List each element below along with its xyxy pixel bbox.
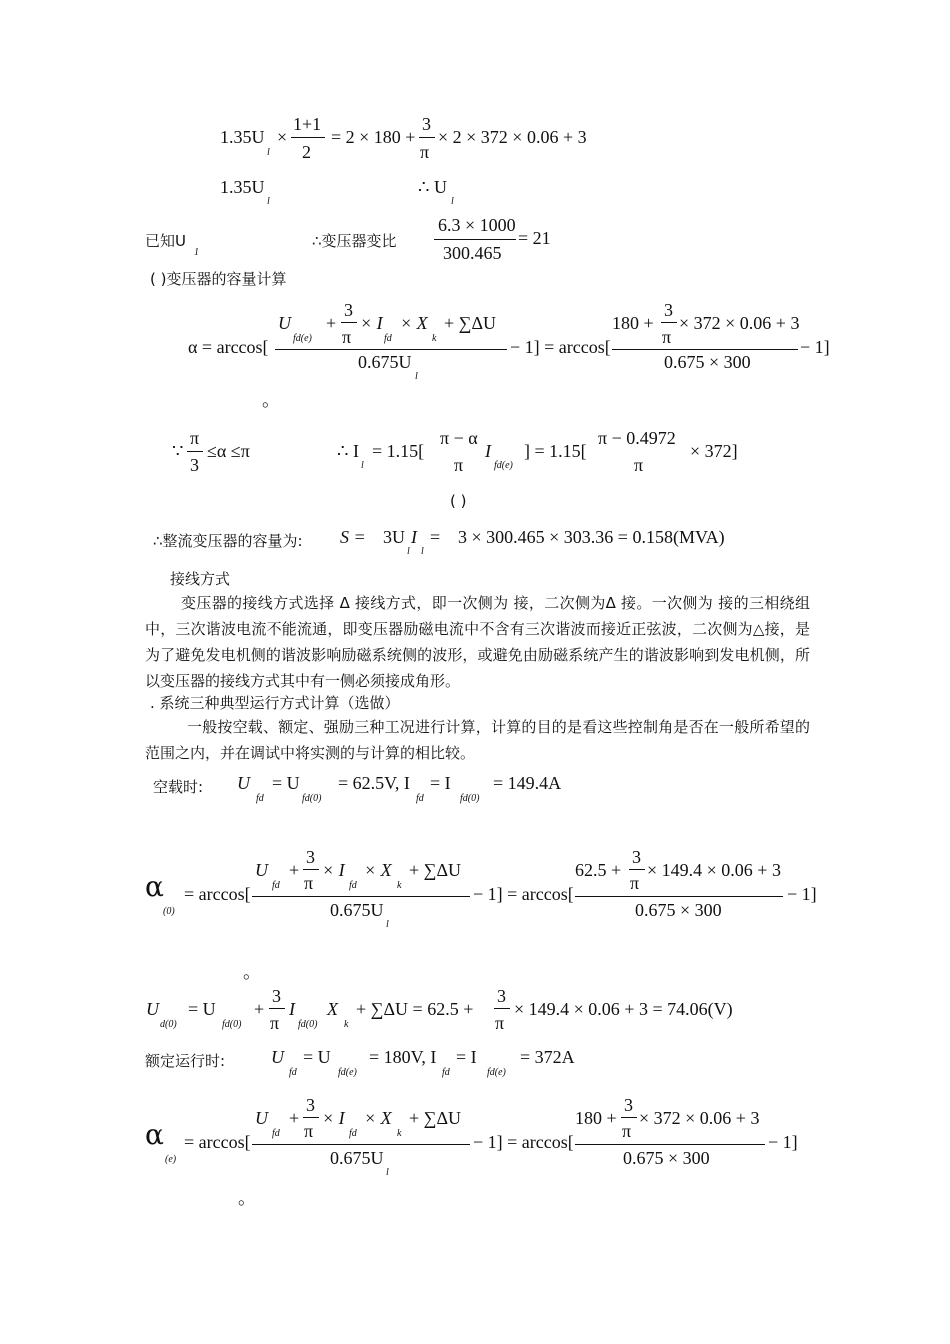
ud0-e: X (327, 999, 338, 1019)
alpha0-num-x: × X (364, 860, 392, 880)
alpha-pi-den: π (342, 327, 352, 347)
capacity-eq: = (430, 527, 441, 547)
range-f2-den: π (634, 455, 644, 475)
alphae-num-sum: + ∑ΔU (409, 1108, 462, 1128)
ratio-result: = 21 (518, 228, 551, 248)
alpha-num-u-sub: fd(e) (293, 333, 312, 344)
alpha-lhs: α = arccos[ (188, 337, 269, 357)
alpha0-den2: 0.675 × 300 (635, 900, 722, 920)
alpha-num2-b: × 372 × 0.06 + 3 (679, 313, 800, 333)
alpha0-symbol-sub: (0) (163, 906, 175, 917)
eq2-therefore-sub: l (451, 196, 454, 207)
eq2-therefore: ∴ U (418, 177, 447, 197)
ud0-c: + (254, 999, 265, 1019)
alphae-symbol-sub: (e) (165, 1154, 177, 1165)
dot-2: 。 (243, 962, 261, 982)
capacity-3u: 3U (383, 527, 405, 547)
noload-c: = 62.5V, I (338, 773, 410, 793)
alpha-pi-bar (341, 322, 357, 323)
known-label: 已知U (145, 232, 186, 250)
eq1-lhs-sub: l (267, 147, 270, 158)
alphae-num2-pi-num: 3 (624, 1095, 633, 1115)
range-f1-i: I (485, 441, 491, 461)
alpha-num-u: U (278, 313, 291, 333)
noload-d-sub: fd(0) (460, 793, 480, 804)
noload-a: U (237, 773, 250, 793)
range-mid: = 1.15[ (372, 441, 425, 461)
alpha0-num-plus: + (289, 860, 300, 880)
noload-b: = U (272, 773, 300, 793)
eq1-pi-num: 3 (422, 114, 431, 134)
rated-b-sub: fd(e) (338, 1067, 357, 1078)
ud0-a: U (146, 999, 159, 1019)
ud0-e-sub: k (344, 1019, 349, 1030)
eq1-times: × (277, 127, 288, 147)
alpha-frac-bar (275, 349, 507, 350)
heading-wiring: 接线方式 (170, 570, 231, 588)
capacity-s: S = (340, 527, 366, 547)
alpha-mid: − 1] = arccos[ (510, 337, 611, 357)
alphae-den2: 0.675 × 300 (623, 1148, 710, 1168)
range-end: × 372] (690, 441, 738, 461)
rated-c-sub: fd (442, 1067, 450, 1078)
noload-e: = 149.4A (493, 773, 562, 793)
eq1-pi-den: π (420, 142, 430, 162)
rated-a-sub: fd (289, 1067, 297, 1078)
capacity-value: 3 × 300.465 × 303.36 = 0.158(MVA) (458, 527, 725, 547)
alpha-den-sub: l (415, 371, 418, 382)
noload-a-sub: fd (256, 793, 264, 804)
alpha-num-i: × I (360, 313, 383, 333)
alpha0-pi-den: π (304, 873, 314, 893)
alpha0-den: 0.675U (330, 900, 384, 920)
alphae-pi-num: 3 (306, 1095, 315, 1115)
eq2-lhs-sub: l (267, 196, 270, 207)
paren-label: ( ) (450, 492, 467, 510)
alpha0-pi-bar (303, 869, 319, 870)
ud0-f: + ∑ΔU = 62.5 + (356, 999, 474, 1019)
known-sub: 1 (194, 247, 199, 258)
alpha-num-x: × X (400, 313, 428, 333)
alphae-den-sub: l (386, 1167, 389, 1178)
rated-d: = I (456, 1047, 477, 1067)
alpha-pi-num: 3 (344, 300, 353, 320)
alphae-num-u-sub: fd (272, 1128, 280, 1139)
alphae-end: − 1] (768, 1132, 798, 1152)
range-frac-den: 3 (190, 455, 199, 475)
range-f1-sub: fd(e) (494, 460, 513, 471)
ud0-pi-num: 3 (272, 986, 281, 1006)
alpha0-frac2-bar (575, 896, 783, 897)
alpha0-symbol: α (145, 870, 164, 903)
alphae-symbol: α (145, 1118, 164, 1151)
ratio-label: ∴变压器变比 (312, 232, 397, 250)
range-frac-bar (187, 451, 203, 452)
alpha-num2-pi-num: 3 (664, 300, 673, 320)
because-symbol: ∵ (172, 441, 184, 461)
ud0-b-sub: fd(0) (222, 1019, 242, 1030)
range-f2-num: π − 0.4972 (598, 428, 676, 448)
alpha-end: − 1] (800, 337, 830, 357)
alphae-frac2-bar (575, 1144, 765, 1145)
alpha0-num2-pi-den: π (630, 873, 640, 893)
eq1-pi-bar (419, 137, 435, 138)
alpha0-end: − 1] (787, 884, 817, 904)
rated-e: = 372A (520, 1047, 575, 1067)
rated-b: = U (303, 1047, 331, 1067)
alpha-frac2-bar (612, 349, 798, 350)
eq2-lhs: 1.35U (220, 177, 265, 197)
capacity-i: I (411, 527, 417, 547)
alphae-num-u: U (255, 1108, 268, 1128)
eq1-frac-num: 1+1 (293, 114, 322, 134)
alphae-num-plus: + (289, 1108, 300, 1128)
rated-d-sub: fd(e) (487, 1067, 506, 1078)
noload-label: 空载时: (153, 778, 204, 796)
capacity-label: ∴整流变压器的容量为: (153, 532, 303, 550)
ratio-num: 6.3 × 1000 (438, 215, 516, 235)
alpha0-den-sub: l (386, 919, 389, 930)
alphae-num2-pi-bar (621, 1117, 637, 1118)
ud0-pi2-num: 3 (497, 986, 506, 1006)
eq1-frac-bar (291, 137, 325, 138)
heading-three-modes: . 系统三种典型运行方式计算（选做） (150, 694, 400, 712)
ud0-g: × 149.4 × 0.06 + 3 = 74.06(V) (514, 999, 733, 1019)
ud0-pi-den: π (270, 1013, 280, 1033)
ratio-den: 300.465 (443, 243, 502, 263)
alpha0-num-u-sub: fd (272, 880, 280, 891)
eq1-lhs: 1.35U (220, 127, 265, 147)
alphae-num2-b: × 372 × 0.06 + 3 (639, 1108, 760, 1128)
alpha-den: 0.675U (358, 352, 412, 372)
ud0-d-sub: fd(0) (298, 1019, 318, 1030)
dot-1: 。 (262, 390, 280, 410)
therefore-i: ∴ I (337, 441, 359, 461)
alphae-num2-a: 180 + (575, 1108, 617, 1128)
alphae-den: 0.675U (330, 1148, 384, 1168)
noload-d: = I (430, 773, 451, 793)
alpha0-lhs: = arccos[ (184, 884, 251, 904)
alpha0-num-i-sub: fd (349, 880, 357, 891)
alpha-num-x-sub: k (432, 333, 437, 344)
ratio-bar (434, 239, 516, 240)
rated-label: 额定运行时: (145, 1052, 226, 1070)
alphae-num-x-sub: k (397, 1128, 402, 1139)
alpha0-num2-b: × 149.4 × 0.06 + 3 (647, 860, 781, 880)
alpha-num2-pi-den: π (662, 327, 672, 347)
ud0-b: = U (188, 999, 216, 1019)
therefore-i-sub: l (361, 460, 364, 471)
alpha0-num-sum: + ∑ΔU (409, 860, 462, 880)
ud0-pi-bar (269, 1008, 285, 1009)
alphae-pi-den: π (304, 1121, 314, 1141)
alphae-num-x: × X (364, 1108, 392, 1128)
alphae-lhs: = arccos[ (184, 1132, 251, 1152)
ud0-d: I (289, 999, 295, 1019)
eq1-mid: = 2 × 180 + (331, 127, 416, 147)
ud0-a-sub: d(0) (160, 1019, 177, 1030)
alphae-pi-bar (303, 1117, 319, 1118)
eq1-frac-den: 2 (302, 142, 311, 162)
rated-a: U (271, 1047, 284, 1067)
alpha-num2-pi-bar (661, 322, 677, 323)
capacity-3u-sub: l (407, 546, 410, 557)
alphae-num-i: × I (322, 1108, 345, 1128)
alpha-num2-a: 180 + (612, 313, 654, 333)
range-f1-num: π − α (440, 428, 478, 448)
range-rest: ≤α ≤π (207, 441, 250, 461)
alphae-num-i-sub: fd (349, 1128, 357, 1139)
alphae-mid: − 1] = arccos[ (473, 1132, 574, 1152)
dot-3: 。 (238, 1188, 256, 1208)
paragraph-three-modes: 一般按空载、额定、强励三种工况进行计算，计算的目的是看这些控制角是否在一般所希望的范围之内，并在调试中将实测的与计算的相比较。 (145, 718, 810, 762)
alpha0-num2-pi-bar (629, 869, 645, 870)
alpha0-num-x-sub: k (397, 880, 402, 891)
heading-capacity: ( )变压器的容量计算 (150, 270, 287, 288)
alphae-frac-bar (252, 1144, 470, 1145)
paragraph-wiring: 变压器的接线方式选择 Δ 接线方式，即一次侧为 接，二次侧为Δ 接。一次侧为 接的三相绕组中，三次谐波电流不能流通，即变压器励磁电流中不含有三次谐波而接近正弦波，二次侧为△接，是为了避免发电机侧的谐波影响励磁系统侧的波形，或避免由励磁系统产生的谐波影响到发电机侧，所以变压器的接线方式其中有一侧必须接成角形。 (145, 594, 810, 690)
capacity-i-sub: l (421, 546, 424, 557)
alpha0-pi-num: 3 (306, 847, 315, 867)
alpha0-num2-a: 62.5 + (575, 860, 622, 880)
alphae-num2-pi-den: π (622, 1121, 632, 1141)
alpha-num-plus: + (326, 313, 337, 333)
range-frac-num: π (190, 428, 200, 448)
alpha0-frac-bar (252, 896, 470, 897)
alpha0-num-i: × I (322, 860, 345, 880)
range-mid2: ] = 1.15[ (524, 441, 587, 461)
alpha0-num2-pi-num: 3 (632, 847, 641, 867)
range-f1-den: π (454, 455, 464, 475)
eq1-rhs: × 2 × 372 × 0.06 + 3 (438, 127, 587, 147)
alpha0-mid: − 1] = arccos[ (473, 884, 574, 904)
alpha-num-i-sub: fd (384, 333, 392, 344)
noload-b-sub: fd(0) (302, 793, 322, 804)
noload-c-sub: fd (416, 793, 424, 804)
rated-c: = 180V, I (369, 1047, 437, 1067)
ud0-pi2-bar (494, 1008, 510, 1009)
alpha0-num-u: U (255, 860, 268, 880)
alpha-num-sum: + ∑ΔU (444, 313, 497, 333)
alpha-den2: 0.675 × 300 (664, 352, 751, 372)
ud0-pi2-den: π (495, 1013, 505, 1033)
